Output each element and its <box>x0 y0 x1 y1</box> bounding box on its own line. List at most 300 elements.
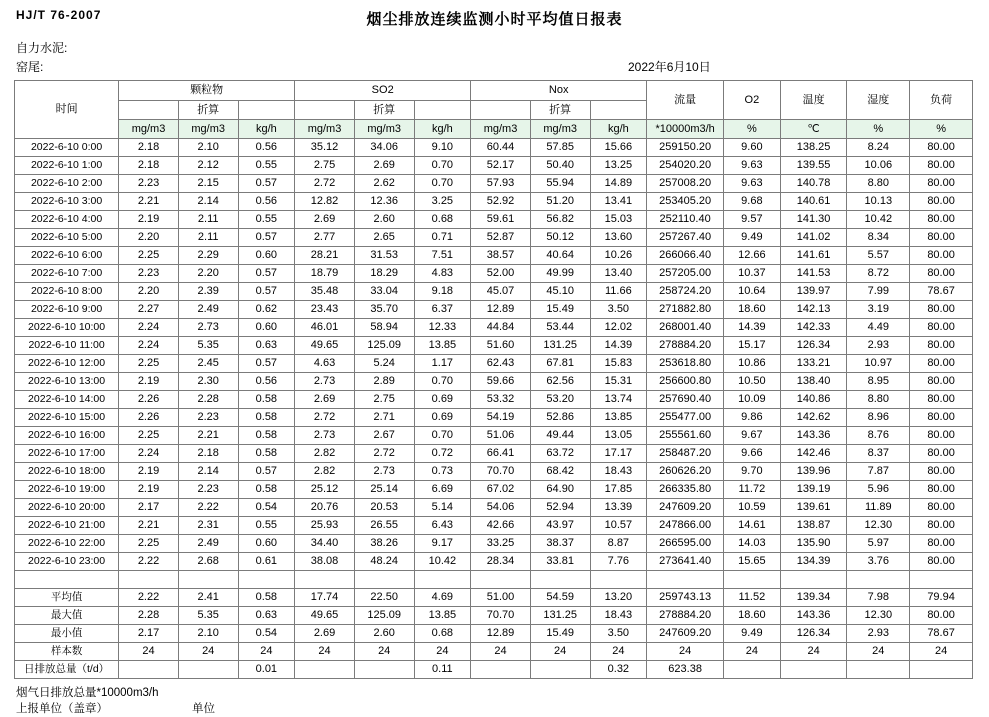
summary-cell-7: 12.89 <box>471 625 531 643</box>
spacer-cell-3 <box>238 571 295 589</box>
hour-cell-11: 11.72 <box>724 481 781 499</box>
hour-cell-0: 2022-6-10 16:00 <box>15 427 119 445</box>
hour-cell-6: 0.68 <box>414 211 471 229</box>
hour-cell-10: 259150.20 <box>647 139 724 157</box>
hour-cell-8: 40.64 <box>530 247 590 265</box>
summary-cell-8: 54.59 <box>530 589 590 607</box>
hour-cell-0: 2022-6-10 13:00 <box>15 373 119 391</box>
hour-cell-8: 45.10 <box>530 283 590 301</box>
hour-cell-8: 56.82 <box>530 211 590 229</box>
hour-cell-1: 2.19 <box>119 463 179 481</box>
hour-cell-3: 0.60 <box>238 247 295 265</box>
hour-cell-10: 254020.20 <box>647 157 724 175</box>
hour-cell-13: 8.96 <box>847 409 910 427</box>
hour-cell-10: 271882.80 <box>647 301 724 319</box>
hour-cell-7: 12.89 <box>471 301 531 319</box>
hour-cell-11: 9.66 <box>724 445 781 463</box>
hour-cell-6: 4.83 <box>414 265 471 283</box>
hour-cell-4: 2.72 <box>295 409 355 427</box>
hour-cell-8: 57.85 <box>530 139 590 157</box>
spacer-cell-6 <box>414 571 471 589</box>
hour-cell-8: 131.25 <box>530 337 590 355</box>
header-particulate-converted: 折算 <box>178 101 238 120</box>
unit-particulate-conv-mgm3: mg/m3 <box>178 120 238 139</box>
hour-cell-6: 6.43 <box>414 517 471 535</box>
hour-cell-3: 0.63 <box>238 337 295 355</box>
hour-cell-1: 2.27 <box>119 301 179 319</box>
footer-report-unit-label: 上报单位（盖章） <box>16 703 108 715</box>
hour-cell-5: 35.70 <box>354 301 414 319</box>
summary-row <box>15 625 973 643</box>
hour-cell-4: 35.12 <box>295 139 355 157</box>
hour-cell-9: 13.39 <box>590 499 647 517</box>
summary-cell-8: 24 <box>530 643 590 661</box>
table-row <box>15 337 973 355</box>
spacer-cell-12 <box>780 571 847 589</box>
summary-cell-8: 131.25 <box>530 607 590 625</box>
hour-cell-11: 9.86 <box>724 409 781 427</box>
header-nox: Nox <box>471 81 647 101</box>
hour-cell-2: 2.15 <box>178 175 238 193</box>
hour-cell-13: 3.76 <box>847 553 910 571</box>
hour-cell-12: 138.87 <box>780 517 847 535</box>
summary-cell-11: 11.52 <box>724 589 781 607</box>
unit-nox-mgm3: mg/m3 <box>471 120 531 139</box>
hour-cell-11: 10.64 <box>724 283 781 301</box>
table-row <box>15 301 973 319</box>
hour-cell-2: 2.29 <box>178 247 238 265</box>
table-row <box>15 157 973 175</box>
emission-cell-10: 623.38 <box>647 661 724 679</box>
table-row <box>15 139 973 157</box>
summary-cell-2: 2.41 <box>178 589 238 607</box>
table-row <box>15 193 973 211</box>
hour-cell-0: 2022-6-10 21:00 <box>15 517 119 535</box>
hour-cell-13: 4.49 <box>847 319 910 337</box>
hour-cell-12: 138.40 <box>780 373 847 391</box>
hour-cell-5: 2.62 <box>354 175 414 193</box>
hour-cell-9: 15.83 <box>590 355 647 373</box>
hour-cell-2: 2.20 <box>178 265 238 283</box>
company-label: 自力水泥: <box>16 41 68 55</box>
hour-cell-14: 80.00 <box>910 175 973 193</box>
hour-cell-6: 0.70 <box>414 427 471 445</box>
hour-cell-1: 2.18 <box>119 139 179 157</box>
header-nox-kgh <box>590 101 647 120</box>
hour-cell-5: 2.67 <box>354 427 414 445</box>
hour-cell-1: 2.18 <box>119 157 179 175</box>
header-particulate-blank <box>119 101 179 120</box>
hour-cell-14: 80.00 <box>910 445 973 463</box>
spacer-cell-10 <box>647 571 724 589</box>
hour-cell-12: 139.19 <box>780 481 847 499</box>
hour-cell-8: 49.99 <box>530 265 590 283</box>
hour-cell-5: 34.06 <box>354 139 414 157</box>
hour-cell-1: 2.21 <box>119 517 179 535</box>
hour-cell-2: 2.12 <box>178 157 238 175</box>
hour-cell-5: 2.60 <box>354 211 414 229</box>
hour-cell-13: 8.34 <box>847 229 910 247</box>
header-nox-converted: 折算 <box>530 101 590 120</box>
hour-cell-7: 51.06 <box>471 427 531 445</box>
hour-cell-9: 15.31 <box>590 373 647 391</box>
table-body <box>15 139 973 679</box>
hour-cell-5: 58.94 <box>354 319 414 337</box>
hour-cell-5: 26.55 <box>354 517 414 535</box>
hour-cell-1: 2.25 <box>119 247 179 265</box>
hour-cell-12: 139.97 <box>780 283 847 301</box>
hour-cell-3: 0.56 <box>238 373 295 391</box>
emission-cell-5 <box>354 661 414 679</box>
footer-line-2 <box>16 701 975 717</box>
unit-humidity: % <box>847 120 910 139</box>
hour-cell-9: 13.40 <box>590 265 647 283</box>
hour-cell-6: 12.33 <box>414 319 471 337</box>
hour-cell-6: 0.69 <box>414 391 471 409</box>
hour-cell-13: 10.42 <box>847 211 910 229</box>
summary-cell-0: 最大值 <box>15 607 119 625</box>
hour-cell-11: 9.63 <box>724 157 781 175</box>
unit-particulate-kgh: kg/h <box>238 120 295 139</box>
hour-cell-9: 14.89 <box>590 175 647 193</box>
hour-cell-6: 7.51 <box>414 247 471 265</box>
hour-cell-0: 2022-6-10 18:00 <box>15 463 119 481</box>
hour-cell-9: 12.02 <box>590 319 647 337</box>
hour-cell-4: 2.73 <box>295 373 355 391</box>
hour-cell-11: 9.57 <box>724 211 781 229</box>
unit-particulate-mgm3: mg/m3 <box>119 120 179 139</box>
summary-cell-4: 2.69 <box>295 625 355 643</box>
standard-code: HJ/T 76-2007 <box>16 8 102 22</box>
header-so2-converted: 折算 <box>354 101 414 120</box>
hour-cell-11: 18.60 <box>724 301 781 319</box>
hour-cell-6: 9.17 <box>414 535 471 553</box>
hour-cell-3: 0.58 <box>238 409 295 427</box>
hour-cell-0: 2022-6-10 14:00 <box>15 391 119 409</box>
hour-cell-8: 38.37 <box>530 535 590 553</box>
emission-cell-11 <box>724 661 781 679</box>
summary-cell-6: 4.69 <box>414 589 471 607</box>
hour-cell-11: 14.03 <box>724 535 781 553</box>
unit-o2: % <box>724 120 781 139</box>
summary-row <box>15 589 973 607</box>
hour-cell-9: 15.66 <box>590 139 647 157</box>
hour-cell-2: 2.10 <box>178 139 238 157</box>
report-date: 2022年6月10日 <box>628 60 711 74</box>
hour-cell-2: 2.14 <box>178 193 238 211</box>
unit-nox-kgh: kg/h <box>590 120 647 139</box>
hour-cell-13: 10.13 <box>847 193 910 211</box>
hour-cell-5: 2.73 <box>354 463 414 481</box>
summary-cell-5: 2.60 <box>354 625 414 643</box>
hour-cell-5: 125.09 <box>354 337 414 355</box>
table-row <box>15 427 973 445</box>
table-row <box>15 373 973 391</box>
hour-cell-8: 53.20 <box>530 391 590 409</box>
table-row <box>15 247 973 265</box>
hour-cell-7: 53.32 <box>471 391 531 409</box>
hour-cell-10: 252110.40 <box>647 211 724 229</box>
data-table <box>14 80 973 679</box>
hour-cell-12: 141.30 <box>780 211 847 229</box>
hour-cell-7: 62.43 <box>471 355 531 373</box>
unit-so2-mgm3: mg/m3 <box>295 120 355 139</box>
hour-cell-11: 9.70 <box>724 463 781 481</box>
hour-cell-4: 38.08 <box>295 553 355 571</box>
unit-temperature: ℃ <box>780 120 847 139</box>
spacer-cell-2 <box>178 571 238 589</box>
header-nox-blank <box>471 101 531 120</box>
spacer-cell-13 <box>847 571 910 589</box>
hour-cell-2: 2.21 <box>178 427 238 445</box>
hour-cell-2: 2.68 <box>178 553 238 571</box>
hour-cell-11: 15.17 <box>724 337 781 355</box>
summary-cell-1: 2.22 <box>119 589 179 607</box>
hour-cell-8: 51.20 <box>530 193 590 211</box>
hour-cell-14: 80.00 <box>910 211 973 229</box>
tail-label: 窑尾: <box>16 60 44 74</box>
hour-cell-4: 2.75 <box>295 157 355 175</box>
hour-cell-11: 9.67 <box>724 427 781 445</box>
hour-cell-9: 7.76 <box>590 553 647 571</box>
hour-cell-5: 2.71 <box>354 409 414 427</box>
hour-cell-10: 257008.20 <box>647 175 724 193</box>
hour-cell-11: 10.86 <box>724 355 781 373</box>
spacer-cell-11 <box>724 571 781 589</box>
hour-cell-14: 80.00 <box>910 139 973 157</box>
hour-cell-14: 80.00 <box>910 265 973 283</box>
footer-line-1: 烟气日排放总量*10000m3/h <box>16 687 159 699</box>
summary-cell-5: 24 <box>354 643 414 661</box>
emission-cell-14 <box>910 661 973 679</box>
hour-cell-2: 2.30 <box>178 373 238 391</box>
table-row <box>15 355 973 373</box>
unit-so2-conv-mgm3: mg/m3 <box>354 120 414 139</box>
table-row <box>15 499 973 517</box>
summary-cell-12: 143.36 <box>780 607 847 625</box>
summary-cell-7: 70.70 <box>471 607 531 625</box>
summary-cell-5: 125.09 <box>354 607 414 625</box>
header-temperature: 温度 <box>780 81 847 120</box>
spacer-row <box>15 571 973 589</box>
hour-cell-4: 35.48 <box>295 283 355 301</box>
hour-cell-10: 257690.40 <box>647 391 724 409</box>
hour-cell-4: 2.82 <box>295 445 355 463</box>
hour-cell-11: 9.63 <box>724 175 781 193</box>
hour-cell-8: 50.40 <box>530 157 590 175</box>
hour-cell-7: 52.00 <box>471 265 531 283</box>
table-row <box>15 553 973 571</box>
hour-cell-9: 11.66 <box>590 283 647 301</box>
hour-cell-1: 2.25 <box>119 535 179 553</box>
hour-cell-3: 0.58 <box>238 391 295 409</box>
spacer-cell-14 <box>910 571 973 589</box>
hour-cell-14: 80.00 <box>910 301 973 319</box>
hour-cell-5: 20.53 <box>354 499 414 517</box>
hour-cell-0: 2022-6-10 11:00 <box>15 337 119 355</box>
hour-cell-12: 143.36 <box>780 427 847 445</box>
summary-cell-2: 24 <box>178 643 238 661</box>
hour-cell-5: 31.53 <box>354 247 414 265</box>
table-row <box>15 229 973 247</box>
hour-cell-5: 2.72 <box>354 445 414 463</box>
hour-cell-12: 142.46 <box>780 445 847 463</box>
hour-cell-2: 2.22 <box>178 499 238 517</box>
hour-cell-3: 0.55 <box>238 517 295 535</box>
summary-cell-9: 24 <box>590 643 647 661</box>
hour-cell-11: 10.59 <box>724 499 781 517</box>
summary-cell-13: 24 <box>847 643 910 661</box>
hour-cell-7: 67.02 <box>471 481 531 499</box>
summary-cell-4: 17.74 <box>295 589 355 607</box>
hour-cell-0: 2022-6-10 5:00 <box>15 229 119 247</box>
summary-cell-13: 2.93 <box>847 625 910 643</box>
hour-cell-14: 80.00 <box>910 337 973 355</box>
hour-cell-13: 10.06 <box>847 157 910 175</box>
hour-cell-6: 0.69 <box>414 409 471 427</box>
hour-cell-8: 53.44 <box>530 319 590 337</box>
table-row <box>15 535 973 553</box>
table-row <box>15 481 973 499</box>
hour-cell-6: 0.70 <box>414 175 471 193</box>
hour-cell-4: 2.77 <box>295 229 355 247</box>
summary-cell-2: 2.10 <box>178 625 238 643</box>
hour-cell-5: 38.26 <box>354 535 414 553</box>
hour-cell-11: 14.39 <box>724 319 781 337</box>
hour-cell-1: 2.19 <box>119 481 179 499</box>
table-row <box>15 319 973 337</box>
hour-cell-8: 33.81 <box>530 553 590 571</box>
hour-cell-3: 0.58 <box>238 427 295 445</box>
hour-cell-12: 142.13 <box>780 301 847 319</box>
summary-cell-0: 样本数 <box>15 643 119 661</box>
hour-cell-12: 141.02 <box>780 229 847 247</box>
summary-cell-3: 0.54 <box>238 625 295 643</box>
hour-cell-1: 2.24 <box>119 319 179 337</box>
hour-cell-4: 23.43 <box>295 301 355 319</box>
hour-cell-6: 1.17 <box>414 355 471 373</box>
header-load: 负荷 <box>910 81 973 120</box>
hour-cell-4: 2.73 <box>295 427 355 445</box>
hour-cell-7: 66.41 <box>471 445 531 463</box>
hour-cell-0: 2022-6-10 0:00 <box>15 139 119 157</box>
summary-cell-14: 79.94 <box>910 589 973 607</box>
summary-cell-13: 7.98 <box>847 589 910 607</box>
hour-cell-8: 67.81 <box>530 355 590 373</box>
hour-cell-7: 70.70 <box>471 463 531 481</box>
hour-cell-5: 33.04 <box>354 283 414 301</box>
hour-cell-7: 38.57 <box>471 247 531 265</box>
summary-cell-3: 0.63 <box>238 607 295 625</box>
hour-cell-6: 0.70 <box>414 157 471 175</box>
hour-cell-7: 51.60 <box>471 337 531 355</box>
hour-cell-4: 25.12 <box>295 481 355 499</box>
hour-cell-10: 266335.80 <box>647 481 724 499</box>
hour-cell-13: 5.96 <box>847 481 910 499</box>
hour-cell-9: 13.60 <box>590 229 647 247</box>
hour-cell-8: 68.42 <box>530 463 590 481</box>
hour-cell-10: 257267.40 <box>647 229 724 247</box>
hour-cell-7: 60.44 <box>471 139 531 157</box>
hour-cell-13: 8.95 <box>847 373 910 391</box>
table-header-groups <box>15 81 973 101</box>
summary-cell-6: 13.85 <box>414 607 471 625</box>
summary-cell-14: 80.00 <box>910 607 973 625</box>
emission-cell-12 <box>780 661 847 679</box>
hour-cell-12: 133.21 <box>780 355 847 373</box>
hour-cell-4: 20.76 <box>295 499 355 517</box>
header-so2-blank <box>295 101 355 120</box>
hour-cell-1: 2.21 <box>119 193 179 211</box>
hour-cell-2: 2.23 <box>178 481 238 499</box>
hour-cell-5: 2.65 <box>354 229 414 247</box>
hour-cell-14: 80.00 <box>910 481 973 499</box>
hour-cell-0: 2022-6-10 7:00 <box>15 265 119 283</box>
hour-cell-1: 2.22 <box>119 553 179 571</box>
hour-cell-7: 28.34 <box>471 553 531 571</box>
hour-cell-11: 10.37 <box>724 265 781 283</box>
header-particulate: 颗粒物 <box>119 81 295 101</box>
table-row <box>15 463 973 481</box>
hour-cell-14: 80.00 <box>910 463 973 481</box>
hour-cell-8: 52.86 <box>530 409 590 427</box>
hour-cell-6: 0.70 <box>414 373 471 391</box>
hour-cell-7: 33.25 <box>471 535 531 553</box>
hour-cell-13: 7.87 <box>847 463 910 481</box>
hour-cell-4: 25.93 <box>295 517 355 535</box>
hour-cell-14: 78.67 <box>910 283 973 301</box>
hour-cell-5: 2.89 <box>354 373 414 391</box>
hour-cell-5: 48.24 <box>354 553 414 571</box>
hour-cell-2: 2.39 <box>178 283 238 301</box>
hour-cell-4: 34.40 <box>295 535 355 553</box>
hour-cell-9: 13.41 <box>590 193 647 211</box>
emission-cell-4 <box>295 661 355 679</box>
summary-cell-4: 49.65 <box>295 607 355 625</box>
spacer-cell-5 <box>354 571 414 589</box>
table-row <box>15 265 973 283</box>
hour-cell-0: 2022-6-10 8:00 <box>15 283 119 301</box>
summary-cell-12: 139.34 <box>780 589 847 607</box>
header-particulate-kgh <box>238 101 295 120</box>
hour-cell-1: 2.17 <box>119 499 179 517</box>
hour-cell-14: 80.00 <box>910 157 973 175</box>
hour-cell-2: 2.73 <box>178 319 238 337</box>
hour-cell-12: 126.34 <box>780 337 847 355</box>
tail-row <box>16 58 975 76</box>
hour-cell-9: 17.17 <box>590 445 647 463</box>
hour-cell-10: 273641.40 <box>647 553 724 571</box>
hour-cell-10: 258724.20 <box>647 283 724 301</box>
hour-cell-5: 5.24 <box>354 355 414 373</box>
hour-cell-3: 0.62 <box>238 301 295 319</box>
emission-cell-8 <box>530 661 590 679</box>
summary-cell-3: 0.58 <box>238 589 295 607</box>
hour-cell-2: 5.35 <box>178 337 238 355</box>
hour-cell-4: 2.69 <box>295 211 355 229</box>
summary-row <box>15 607 973 625</box>
hour-cell-3: 0.55 <box>238 211 295 229</box>
hour-cell-7: 59.61 <box>471 211 531 229</box>
hour-cell-0: 2022-6-10 20:00 <box>15 499 119 517</box>
hour-cell-7: 52.92 <box>471 193 531 211</box>
hour-cell-11: 9.49 <box>724 229 781 247</box>
hour-cell-14: 80.00 <box>910 229 973 247</box>
hour-cell-3: 0.61 <box>238 553 295 571</box>
hour-cell-0: 2022-6-10 2:00 <box>15 175 119 193</box>
hour-cell-3: 0.58 <box>238 481 295 499</box>
hour-cell-0: 2022-6-10 10:00 <box>15 319 119 337</box>
